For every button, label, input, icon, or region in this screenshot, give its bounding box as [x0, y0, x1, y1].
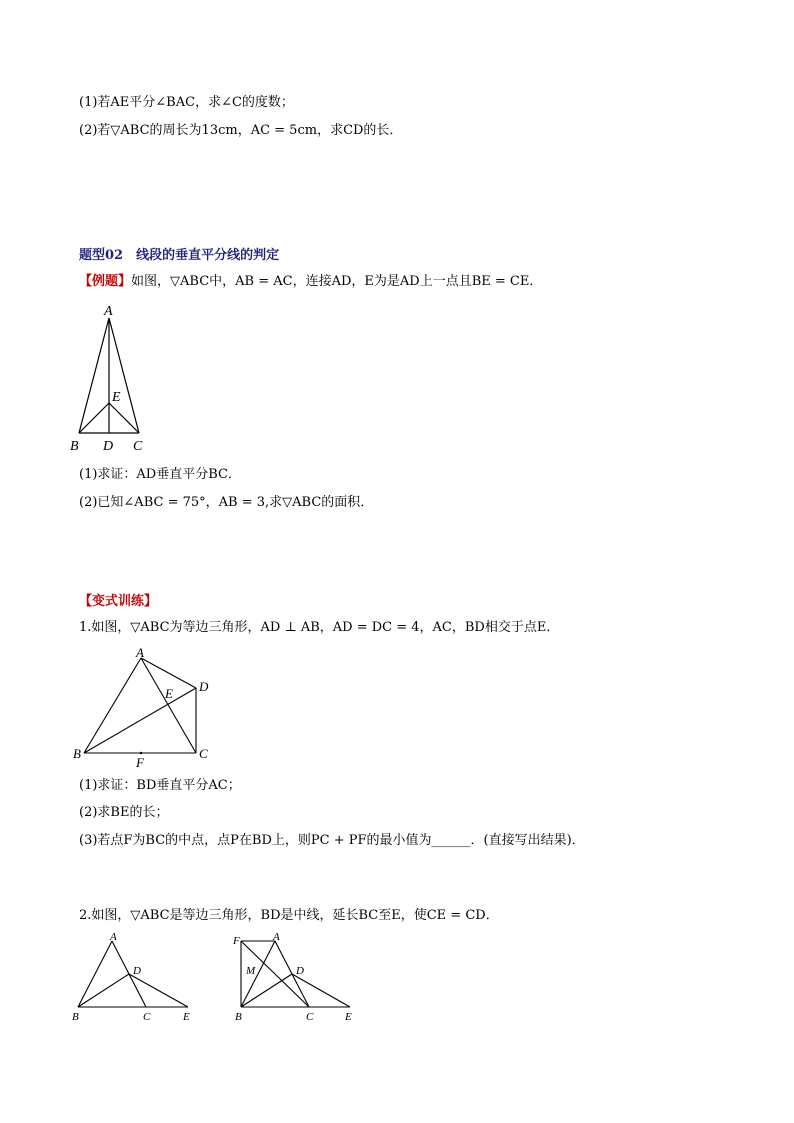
- label-B: B: [235, 1011, 242, 1023]
- label-D: D: [133, 965, 141, 977]
- label-B: B: [73, 746, 81, 761]
- practice-1-question-1: (1)求证：BD垂直平分AC；: [79, 778, 241, 793]
- label-E: E: [112, 390, 121, 405]
- segment-BD: [78, 974, 129, 1007]
- label-F: F: [136, 755, 144, 770]
- label-D: D: [296, 965, 304, 977]
- practice-1-question-2: (2)求BE的长；: [79, 805, 169, 820]
- label-D: D: [103, 439, 114, 454]
- section-heading-type02: 题型02 线段的垂直平分线的判定: [79, 248, 280, 263]
- label-A: A: [104, 304, 113, 319]
- practice-1-question-3: (3)若点F为BC的中点，点P在BD上，则PC + PF的最小值为______．(直接写出结果)．: [79, 833, 585, 848]
- label-A: A: [136, 645, 144, 660]
- segment-AC: [109, 318, 139, 433]
- example-question-2: (2)已知∠ABC = 75°，AB = 3,求▽ABC的面积．: [79, 495, 374, 510]
- practice-2-figure-1: [68, 927, 198, 1023]
- label-A: A: [273, 931, 280, 943]
- segment-AC: [141, 658, 196, 753]
- label-E: E: [165, 686, 173, 701]
- practice-2-statement: 2.如图，▽ABC是等边三角形，BD是中线，延长BC至E，使CE = CD．: [79, 908, 499, 923]
- label-A: A: [110, 931, 117, 943]
- example-tag: 【例题】: [79, 274, 132, 289]
- segment-AB: [84, 658, 141, 753]
- segment-AB: [79, 318, 109, 433]
- example-statement: [79, 273, 542, 291]
- label-F: F: [233, 935, 240, 947]
- practice-1-statement: 1.如图，▽ABC为等边三角形，AD ⊥ AB，AD = DC = 4，AC，BD相交于点E．: [79, 620, 560, 635]
- label-E: E: [183, 1011, 190, 1023]
- segment-BD: [241, 974, 292, 1007]
- label-M: M: [246, 965, 256, 977]
- part1-question-1: (1)若AE平分∠BAC，求∠C的度数；: [79, 95, 294, 110]
- label-B: B: [72, 1011, 79, 1023]
- example-question-1: (1)求证：AD垂直平分BC．: [79, 467, 241, 482]
- label-B: B: [70, 439, 79, 454]
- label-C: C: [143, 1011, 151, 1023]
- part1-question-2: (2)若▽ABC的周长为13cm，AC = 5cm，求CD的长．: [79, 123, 403, 138]
- label-E: E: [345, 1011, 352, 1023]
- segment-AB: [78, 941, 112, 1007]
- label-C: C: [306, 1011, 314, 1023]
- label-C: C: [199, 746, 208, 761]
- point-F: [140, 752, 142, 754]
- example-text: 如图，▽ABC中，AB = AC，连接AD，E为是AD上一点且BE = CE．: [131, 274, 543, 289]
- label-D: D: [199, 679, 209, 694]
- segment-BD: [84, 688, 196, 753]
- example-figure: [66, 300, 156, 456]
- practice-1-figure: [68, 643, 218, 771]
- label-C: C: [133, 439, 143, 454]
- practice-2-figure-2: [228, 927, 368, 1023]
- practice-tag: 【变式训练】: [79, 594, 158, 609]
